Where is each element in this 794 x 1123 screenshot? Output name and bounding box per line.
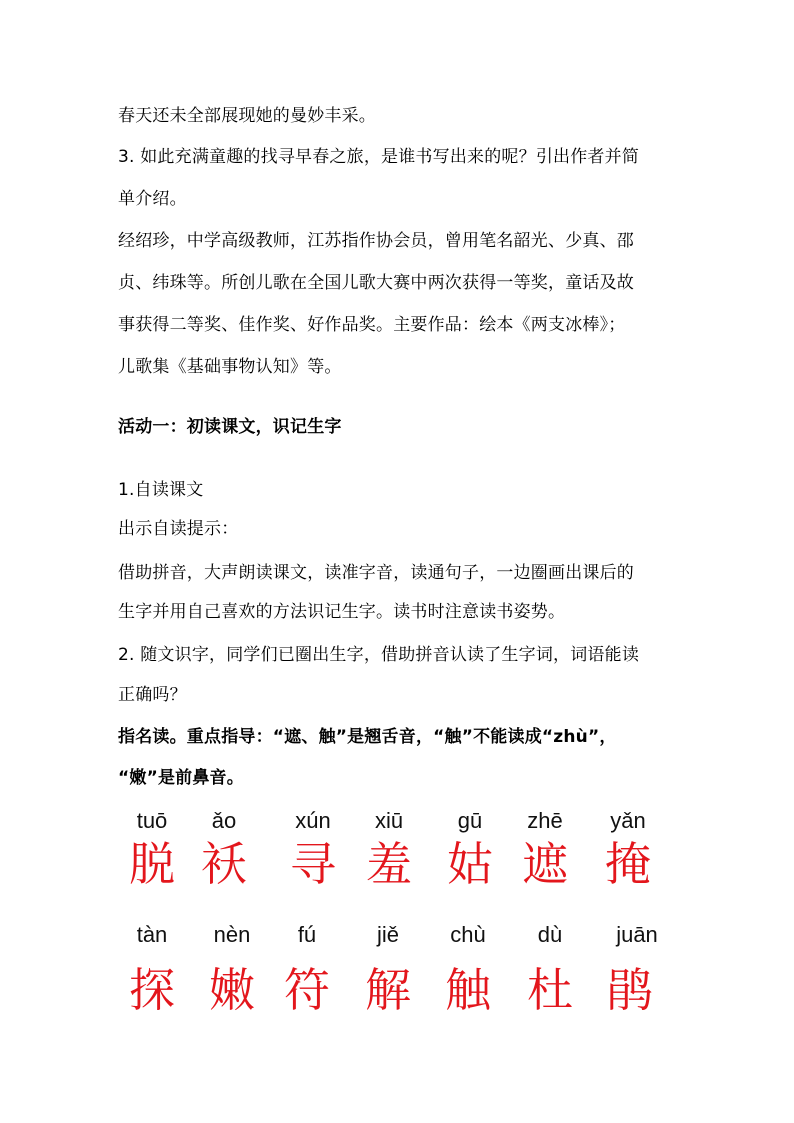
section-title: 1.自读课文 — [118, 480, 204, 500]
pinyin-label: tàn — [136, 922, 168, 947]
pinyin-label: xún — [295, 808, 331, 833]
paragraph-line: 单介绍。 — [118, 189, 187, 209]
hanzi-character: 掩 — [605, 837, 651, 891]
guidance-line: 指名读。重点指导：“遮、触”是翘舌音，“触”不能读成“zhù”， — [118, 727, 617, 747]
paragraph-line: 春天还未全部展现她的曼妙丰采。 — [118, 106, 376, 126]
pinyin-label: fú — [297, 922, 317, 947]
paragraph-line: 儿歌集《基础事物认知》等。 — [118, 357, 342, 377]
hanzi-character: 杜 — [527, 963, 573, 1017]
pinyin-label: yǎn — [610, 808, 646, 833]
hanzi-character: 袄 — [201, 837, 247, 891]
section2-line: 正确吗？ — [118, 685, 187, 705]
hanzi-character: 嫩 — [209, 963, 255, 1017]
pinyin-label: chù — [450, 922, 486, 947]
pinyin-label: jiě — [376, 922, 399, 947]
paragraph-line: 事获得二等奖、佳作奖、好作品奖。主要作品：绘本《两支冰棒》； — [118, 315, 626, 335]
hanzi-character: 羞 — [366, 837, 412, 891]
prompt-label: 出示自读提示： — [118, 519, 239, 539]
paragraph-line: 经绍珍，中学高级教师，江苏指作协会员，曾用笔名韶光、少真、邵 — [118, 231, 634, 251]
paragraph-line: 3. 如此充满童趣的找寻早春之旅，是谁书写出来的呢？引出作者并简 — [118, 147, 640, 167]
activity-heading: 活动一：初读课文，识记生字 — [118, 417, 342, 437]
pinyin-label: dù — [537, 922, 563, 947]
hanzi-character: 解 — [365, 963, 411, 1017]
hanzi-character: 触 — [445, 963, 491, 1017]
prompt-line: 借助拼音，大声朗读课文，读准字音，读通句子，一边圈画出课后的 — [118, 563, 634, 583]
hanzi-character: 寻 — [290, 837, 336, 891]
hanzi-character: 姑 — [447, 837, 493, 891]
pinyin-label: zhē — [527, 808, 563, 833]
pinyin-label: gū — [457, 808, 483, 833]
guidance-line: “嫩”是前鼻音。 — [118, 768, 244, 788]
pinyin-label: xiū — [374, 808, 404, 833]
hanzi-character: 鹃 — [607, 963, 653, 1017]
pinyin-label: ǎo — [211, 808, 237, 833]
paragraph-line: 贞、纬珠等。所创儿歌在全国儿歌大赛中两次获得一等奖，童话及故 — [118, 273, 634, 293]
section2-line: 2. 随文识字，同学们已圈出生字，借助拼音认读了生字词，词语能读 — [118, 645, 640, 665]
pinyin-label: nèn — [213, 922, 251, 947]
pinyin-label: juān — [616, 922, 658, 947]
pinyin-label: tuō — [136, 808, 168, 833]
hanzi-character: 探 — [129, 963, 175, 1017]
hanzi-character: 遮 — [522, 837, 568, 891]
hanzi-character: 符 — [284, 963, 330, 1017]
prompt-line: 生字并用自己喜欢的方法识记生字。读书时注意读书姿势。 — [118, 602, 566, 622]
hanzi-character: 脱 — [129, 837, 175, 891]
